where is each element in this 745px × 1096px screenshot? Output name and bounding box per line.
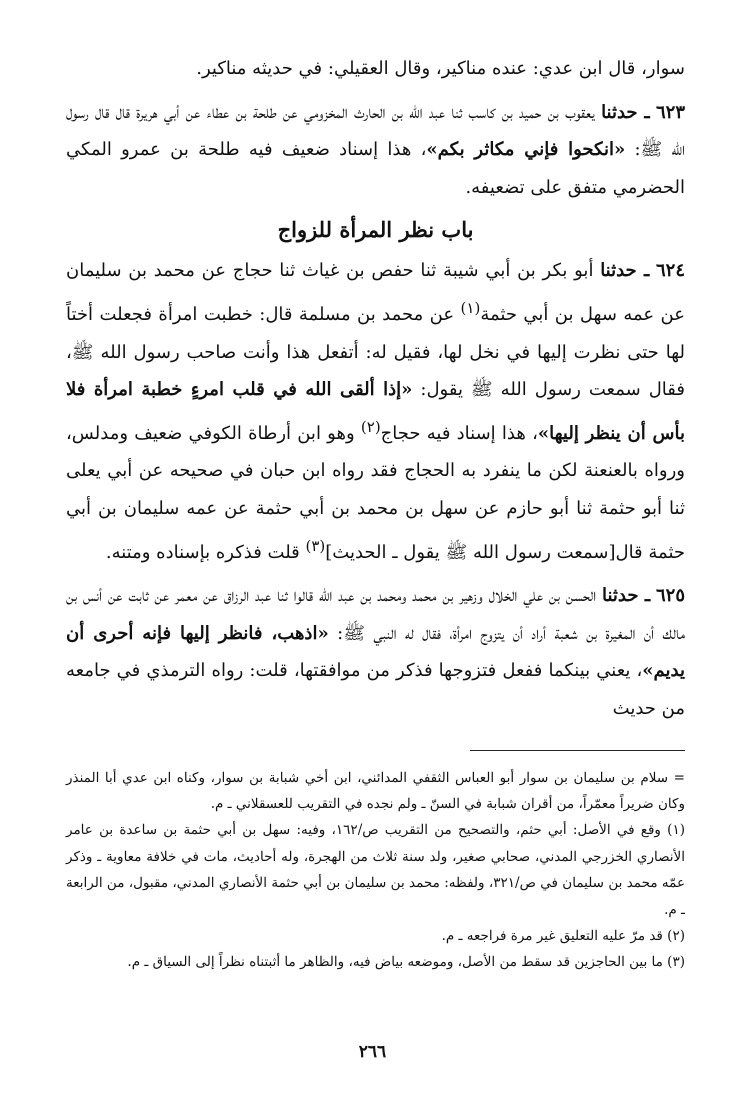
- page-number: ٢٦٦: [358, 1042, 387, 1062]
- chapter-title: باب نظر المرأة للزواج: [277, 217, 474, 243]
- footnote-2: (٢) قد مرّ عليه التعليق غير مرة فراجعه ـ م.: [441, 927, 685, 944]
- hadith-text: وهو ابن أرطاة الكوفي ضعيف ومدلس، ورواه بالعنعنة لكن ما ينفرد به الحجاج فقد رواه ابن حبان في صحيحه عن أبي يعلى ثنا أبو حثمة ثنا أبو حازم عن سهل بن محمد بن أبي حثمة عن عمه سليمان بن أبي حثمة قال[سمعت رسول الله ﷺ يقول ـ الحديث]: [66, 422, 685, 563]
- hadith-quote: «انكحوا فإني مكاثر بكم»: [426, 139, 626, 161]
- hadith-quote: «إذا ألقى الله في قلب امرءٍ خطبة امرأة فلا بأس أن ينظر إليها»: [66, 379, 685, 444]
- hadith-text: يعقوب بن حميد بن كاسب ثنا عبد الله بن الحارث المخزومي عن طلحة بن عطاء عن أبي هريرة قال قال رسول الله ﷺ:: [66, 101, 685, 161]
- footnote-3: (٣) ما بين الحاجزين قد سقط من الأصل، وموضعه بياض فيه، والظاهر ما أثبتناه نظراً إلى السياق ـ م.: [127, 954, 685, 971]
- footnote-ref: (٢): [360, 417, 381, 436]
- hadith-keyword: ـ حدثنا: [602, 585, 651, 607]
- hadith-623: [66, 94, 685, 207]
- hadith-keyword: ـ حدثنا: [601, 101, 650, 123]
- hadith-625: [66, 577, 685, 727]
- main-text: [66, 50, 685, 728]
- hadith-text: الحسن بن علي الخلال وزهير بن محمد ومحمد بن عبد الله قالوا ثنا عبد الرزاق عن معمر عن ثابت عن أنس بن مالك أن المغيرة بن شعبة أراد أن يتزوج امرأة، فقال له النبي ﷺ:: [66, 585, 685, 644]
- hadith-number: ٦٢٣: [655, 101, 685, 123]
- hadith-text: قلت فذكره بإسناده ومتنه.: [105, 541, 306, 563]
- footnote-1: (١) وقع في الأصل: أبي حثم، والتصحيح من التقريب ص/١٦٢، وفيه: سهل بن أبي حثمة بن ساعدة بن عامر الأنصاري الخزرجي المدني، صحابي صغير، ولد سنة ثلاث من الهجرة، وله أحاديث، مات في خلافة معاوية ـ وذكر عمّه محمد بن سليمان في ص/٣٢١، ولفظه: محمد بن سليمان بن أبي حثمة الأنصاري المدني، مقبول، من الرابعة ـ م.: [66, 822, 686, 918]
- hadith-text: عن محمد بن مسلمة قال: خطبت امرأة فجعلت أختاً لها حتى نظرت إليها في نخل لها، فقيل له: أتفعل هذا وأنت صاحب رسول الله ﷺ، فقال سمعت رسول الله ﷺ يقول:: [66, 303, 685, 401]
- hadith-text: ، هذا إسناد ضعيف فيه طلحة بن عمرو المكي الحضرمي متفق على تضعيفه.: [66, 139, 685, 198]
- footnotes: [66, 765, 685, 976]
- intro-paragraph: سوار، قال ابن عدي: عنده مناكير، وقال العقيلي: في حديثه مناكير.: [196, 58, 685, 79]
- hadith-quote: «اذهب، فانظر إليها فإنه أحرى أن يديم»: [66, 622, 685, 682]
- hadith-keyword: ـ حدثنا: [600, 260, 650, 282]
- footnote-ref: (١): [460, 298, 481, 317]
- hadith-number: ٦٢٤: [655, 260, 685, 282]
- footnote-divider: [470, 750, 685, 751]
- footnote-ref: (٣): [305, 536, 326, 555]
- hadith-text: ، يعني بينكما ففعل فتزوجها فذكر من موافقتها، قلت: رواه الترمذي في جامعه من حديث: [66, 660, 685, 719]
- hadith-624: [66, 252, 685, 571]
- hadith-text: ، هذا إسناد فيه حجاج: [380, 422, 538, 444]
- footnote-continued: = سلام بن سليمان بن سوار أبو العباس الثقفي المدائني، ابن أخي شبابة بن سوار، وكناه ابن عدي أبا المنذر وكان ضريراً معمّراً، من أقران شبابة في السنّ ـ ولم نجده في التقريب للعسقلاني ـ م.: [66, 769, 685, 812]
- hadith-text: أبو بكر بن أبي شيبة ثنا حفص بن غياث ثنا حجاج عن محمد بن سليمان عن عمه سهل بن أبي حثمة: [66, 260, 685, 325]
- hadith-number: ٦٢٥: [655, 585, 685, 607]
